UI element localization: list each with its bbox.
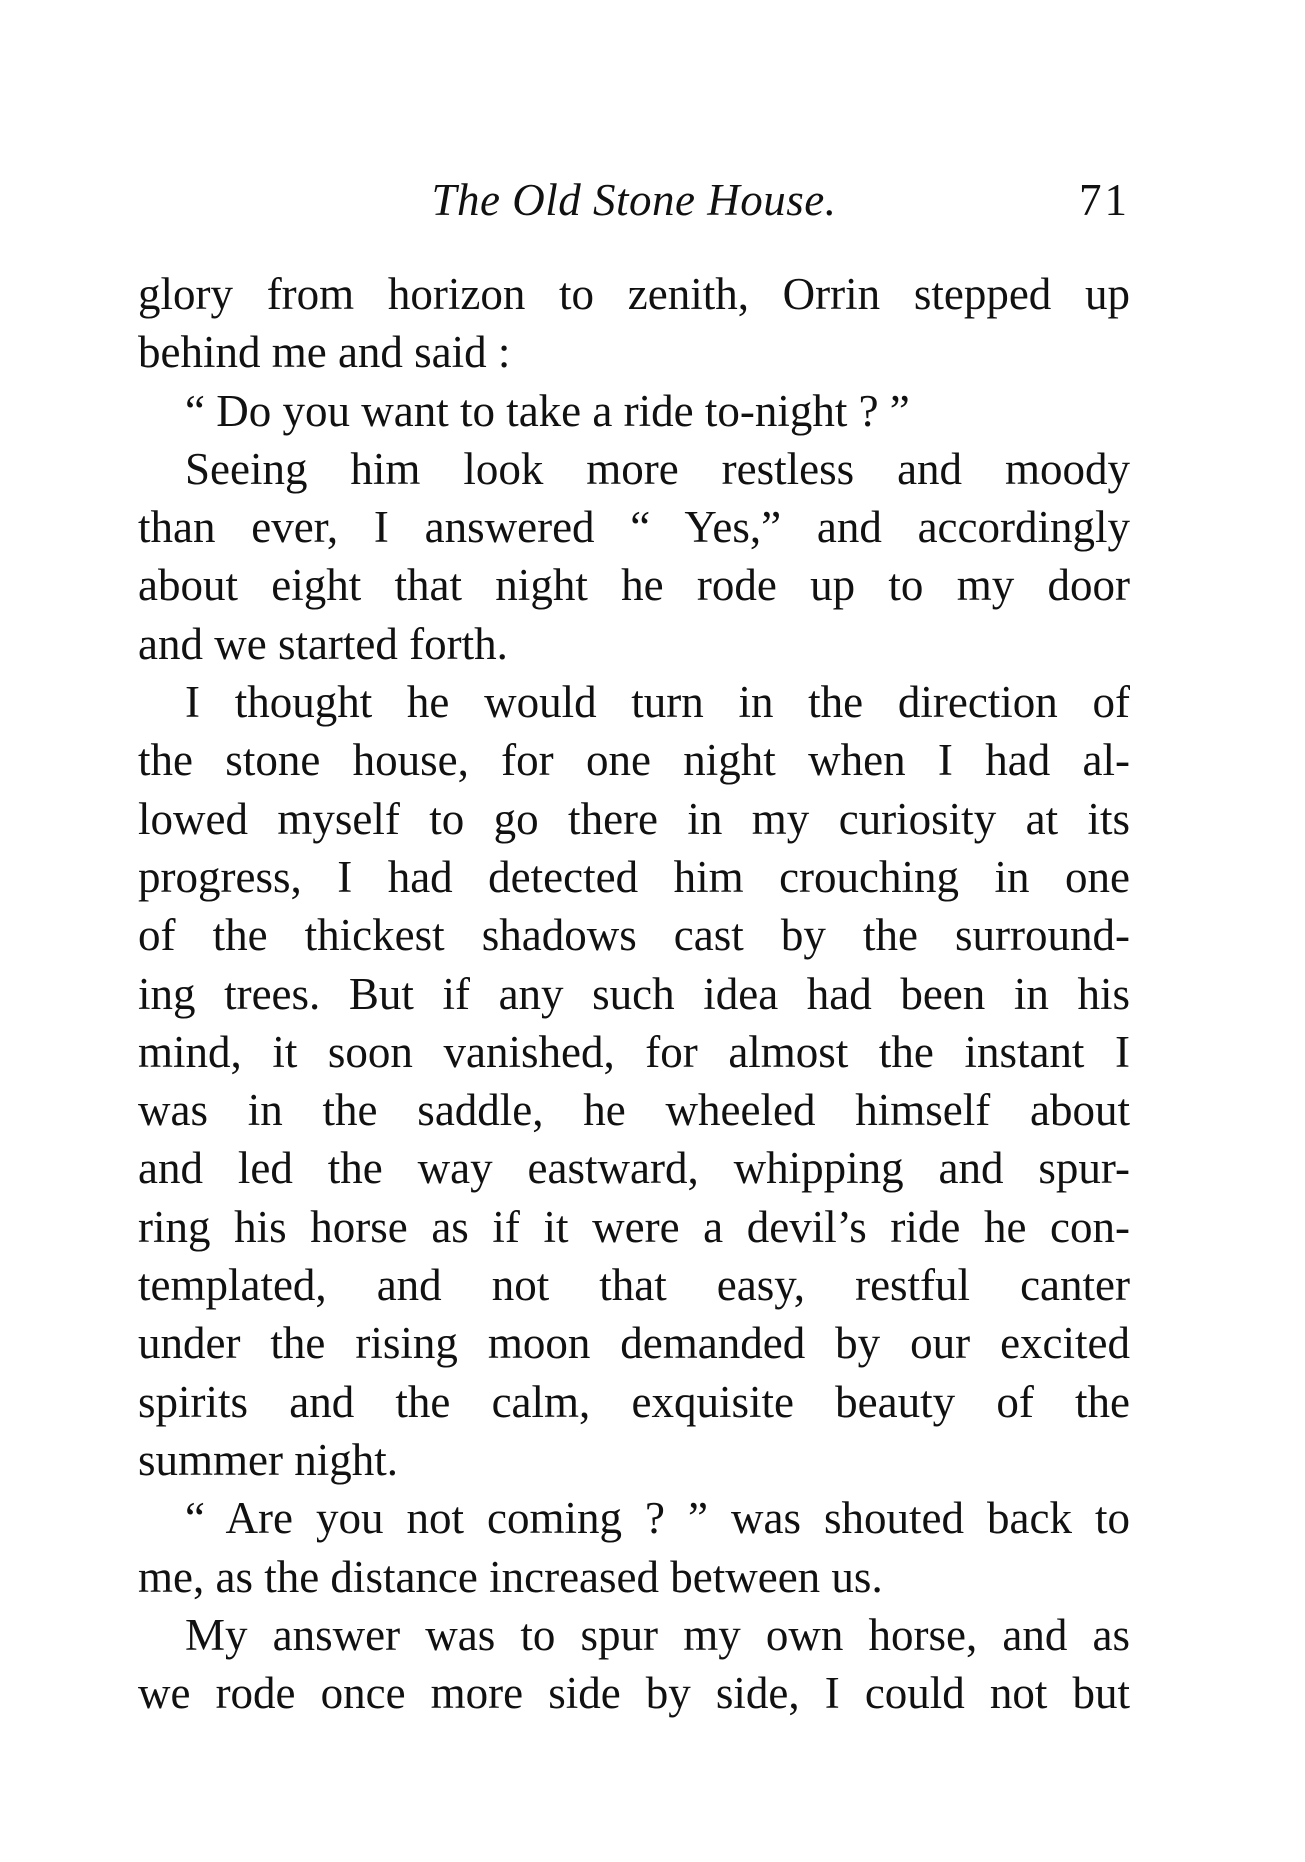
text-line: the stone house, for one night when I had al- [138, 735, 1130, 786]
body-text [138, 265, 1130, 1722]
text-line: was in the saddle, he wheeled himself about [138, 1085, 1130, 1136]
text-line: summer night. [138, 1434, 398, 1485]
page-number: 71 [1079, 175, 1130, 225]
text-line: me, as the distance increased between us. [138, 1551, 883, 1602]
text-line: behind me and said : [138, 327, 511, 378]
text-line: glory from horizon to zenith, Orrin stepped up [138, 269, 1130, 319]
text-line: of the thickest shadows cast by the surround- [138, 910, 1130, 961]
text-line: templated, and not that easy, restful canter [138, 1260, 1130, 1311]
text-line: ring his horse as if it were a devil’s ride he con- [138, 1201, 1130, 1252]
text-line: My answer was to spur my own horse, and as [185, 1609, 1130, 1660]
text-line: lowed myself to go there in my curiosity at its [138, 793, 1130, 844]
text-line: spirits and the calm, exquisite beauty of the [138, 1376, 1130, 1427]
text-line: than ever, I answered “ Yes,” and accordingly [138, 502, 1130, 553]
text-line: under the rising moon demanded by our excited [138, 1318, 1130, 1369]
text-line: “ Do you want to take a ride to-night ? ” [185, 385, 910, 436]
running-head [138, 168, 1130, 232]
text-line: about eight that night he rode up to my door [138, 560, 1130, 611]
text-line: and we started forth. [138, 618, 508, 669]
text-line: I thought he would turn in the direction of [185, 677, 1130, 728]
running-title: The Old Stone House. [431, 175, 837, 225]
text-line: we rode once more side by side, I could not but [138, 1668, 1130, 1719]
text-line: and led the way eastward, whipping and spur- [138, 1143, 1130, 1194]
text-line: ing trees. But if any such idea had been in his [138, 968, 1130, 1019]
text-line: “ Are you not coming ? ” was shouted back to [185, 1493, 1130, 1544]
text-line: progress, I had detected him crouching in one [138, 851, 1130, 902]
text-line: Seeing him look more restless and moody [185, 443, 1130, 494]
text-line: mind, it soon vanished, for almost the instant I [138, 1026, 1130, 1077]
